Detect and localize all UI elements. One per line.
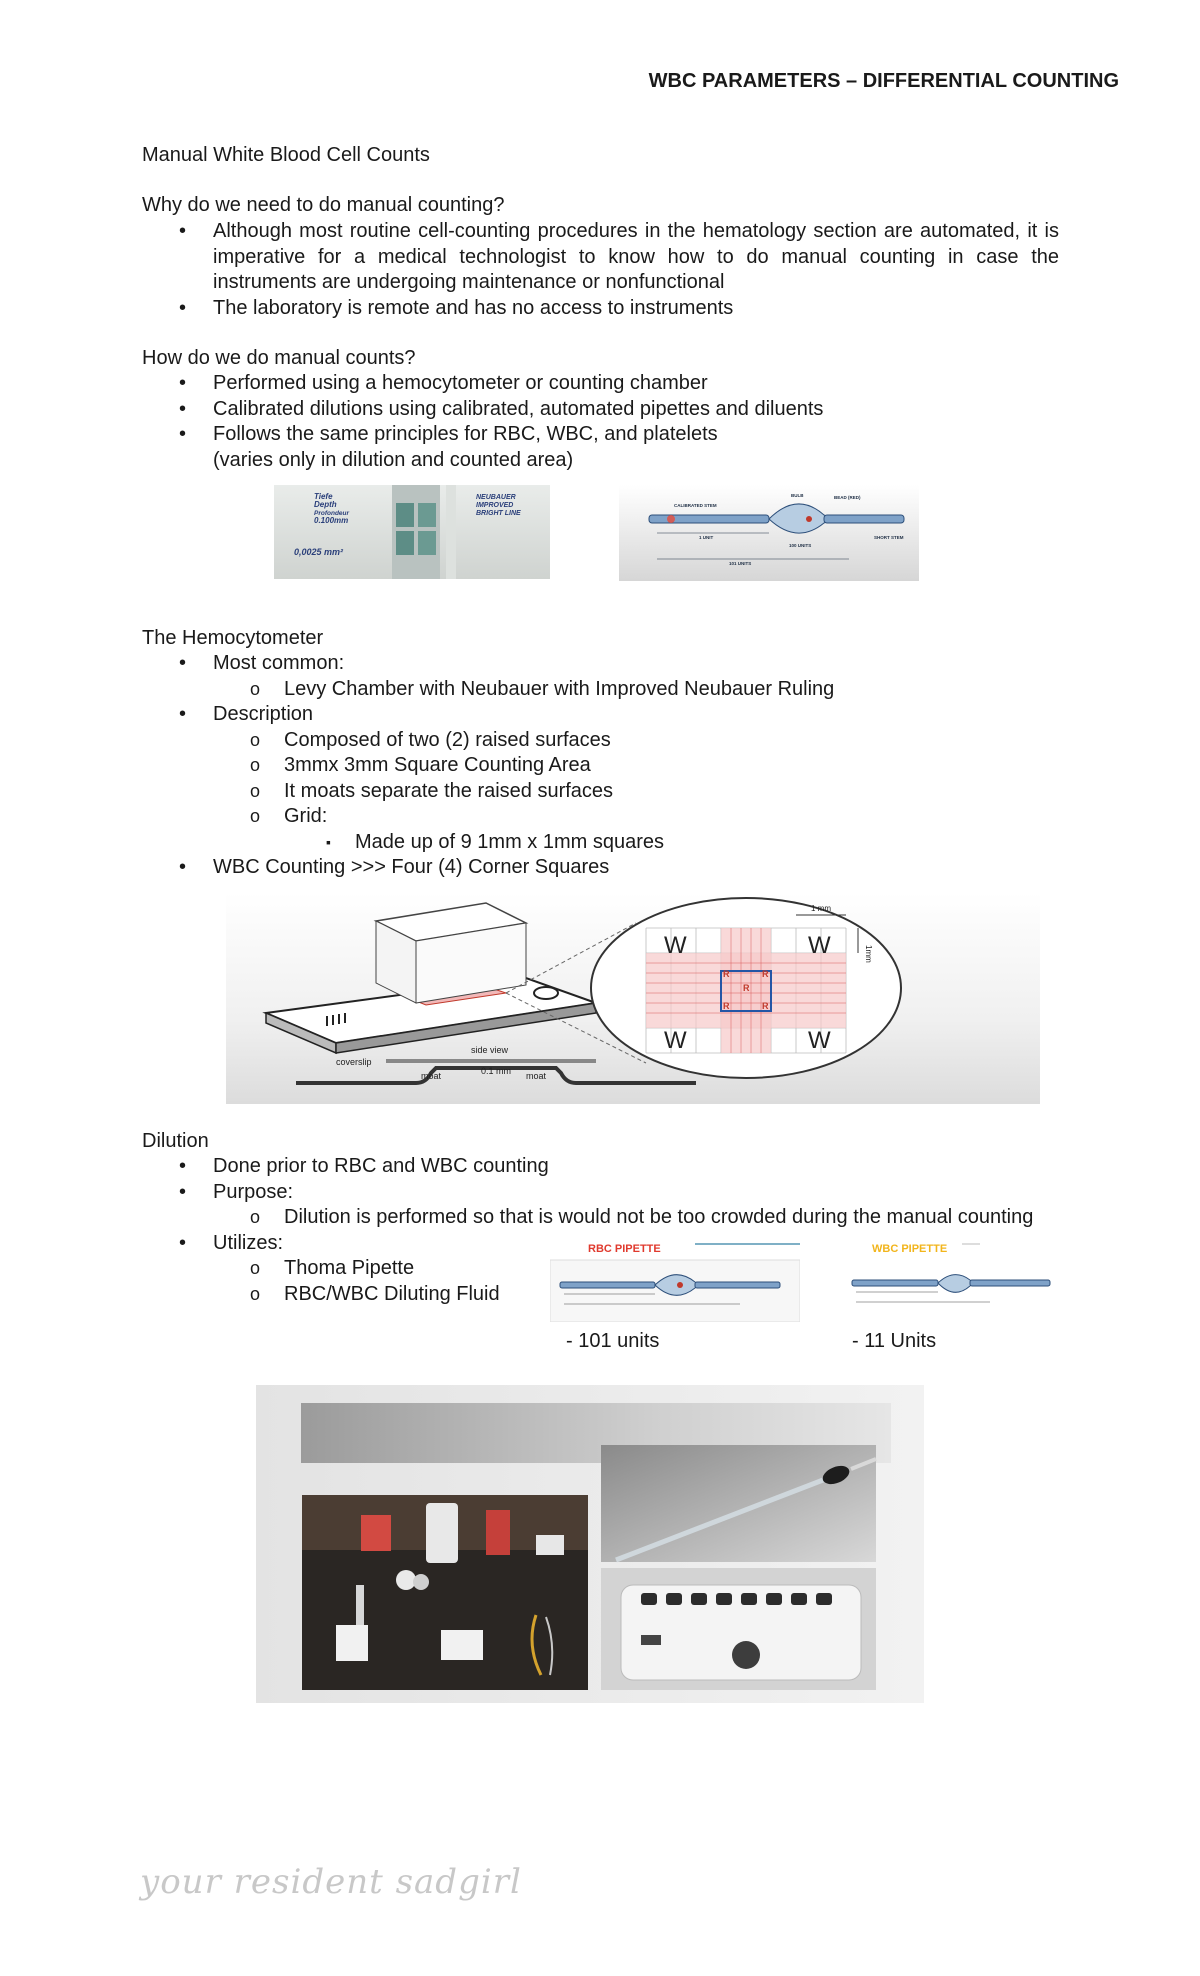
cell-counter-photo [601, 1568, 876, 1690]
why-question: Why do we need to do manual counting? [142, 194, 505, 216]
sub-sub-list-item: ▪ Made up of 9 1mm x 1mm squares [284, 830, 1059, 856]
sub-list-item: o RBC/WBC Diluting Fluid [213, 1282, 1059, 1308]
wbc-pipette-units: - 11 Units [852, 1330, 937, 1352]
list-item: • Done prior to RBC and WBC counting [142, 1154, 1059, 1180]
list-item-label: Utilizes: [213, 1231, 284, 1254]
list-item [142, 1180, 1059, 1231]
scale-label-vertical: 1mm [864, 945, 873, 963]
sub-list-item: o Levy Chamber with Neubauer with Improved Neubauer Ruling [213, 677, 1059, 703]
corner-square-w: W [808, 932, 831, 959]
slide-brand-label-2: IMPROVED [476, 502, 514, 509]
rbc-pipette-units: - 101 units [566, 1330, 660, 1352]
wbc-pipette-diagram [850, 1238, 1062, 1322]
rbc-square-r: R [762, 1001, 769, 1011]
list-item: • Calibrated dilutions using calibrated, automated pipettes and diluents [142, 397, 1059, 423]
slide-depth-label-1: Tiefe [314, 492, 333, 501]
section-heading-manual-wbc: Manual White Blood Cell Counts [142, 144, 430, 166]
sub-list-item: o 3mmx 3mm Square Counting Area [213, 753, 1059, 779]
rbc-square-r: R [762, 969, 769, 979]
pipette-label-bead: BEAD (RED) [834, 495, 861, 500]
moat-label-right: moat [526, 1071, 547, 1081]
manual-cell-counts-slide [256, 1385, 924, 1703]
side-view-label: side view [471, 1045, 509, 1055]
slide-depth-label-3: Profondeur [314, 510, 350, 517]
thoma-pipette-diagram [619, 485, 919, 581]
lab-bench-photo [302, 1495, 588, 1690]
hemocytometer-slide-photo [274, 485, 550, 579]
corner-square-w: W [808, 1027, 831, 1054]
list-item-continuation: (varies only in dilution and counted area) [213, 448, 574, 471]
depth-label: 0.1 mm [481, 1066, 512, 1076]
pipette-photo [601, 1445, 876, 1562]
section-heading-hemocytometer: The Hemocytometer [142, 627, 324, 649]
sub-list-item: o It moats separate the raised surfaces [213, 779, 1059, 805]
list-item-label: Purpose: [213, 1180, 294, 1203]
sub-list-item [213, 804, 1059, 855]
pipette-label-bulb: BULB [791, 493, 804, 498]
footer-signature: your resident sadgirl [140, 1862, 522, 1902]
rbc-square-r: R [723, 969, 730, 979]
moat-label-left: moat [421, 1071, 442, 1081]
wbc-pipette-title: WBC PIPETTE [872, 1243, 948, 1255]
list-item: • Follows the same principles for RBC, WBC, and platelets [142, 422, 1059, 448]
sub-list-item-label: Grid: [284, 805, 328, 827]
how-question: How do we do manual counts? [142, 347, 416, 369]
list-item: • Performed using a hemocytometer or counting chamber [142, 371, 1059, 397]
rbc-square-r: R [743, 983, 750, 993]
list-item: • Although most routine cell-counting procedures in the hematology section are automated, it is imperative for a medical technologist to know how to do manual counting in case the instruments are undergoing maintenance or nonfunctional [142, 219, 1059, 296]
scale-label-horizontal: 1 mm [811, 904, 831, 913]
page-title: WBC PARAMETERS – DIFFERENTIAL COUNTING [648, 70, 1119, 92]
slide-depth-label-2: Depth [314, 500, 337, 509]
rbc-pipette-diagram [550, 1238, 800, 1322]
slide-brand-label-1: NEUBAUER [476, 494, 516, 501]
corner-square-w: W [664, 932, 687, 959]
coverslip-label: coverslip [336, 1057, 372, 1067]
why-list [142, 219, 1059, 321]
pipette-label-calibrated-stem: CALIBRATED STEM [674, 503, 717, 508]
slide-depth-label-4: 0.100mm [314, 516, 349, 525]
list-item: • WBC Counting >>> Four (4) Corner Squares [142, 855, 1059, 881]
slide-area-label: 0,0025 mm² [294, 547, 344, 557]
pipette-label-units100: 100 UNITS [789, 543, 812, 548]
rbc-square-r: R [723, 1001, 730, 1011]
list-item-label: Most common: [213, 652, 345, 674]
list-item: • The laboratory is remote and has no access to instruments [142, 296, 1059, 322]
rbc-pipette-title: RBC PIPETTE [588, 1243, 661, 1255]
section-heading-dilution: Dilution [142, 1130, 209, 1152]
list-item [142, 651, 1059, 702]
list-item [142, 702, 1059, 855]
list-item-label: Description [213, 703, 314, 725]
hemocytometer-list [142, 651, 1059, 881]
counting-chamber-diagram [226, 893, 1040, 1104]
how-list [142, 371, 1059, 473]
slide-brand-label-3: BRIGHT LINE [476, 510, 521, 517]
sub-list-item: o Dilution is performed so that is would not be too crowded during the manual counting [213, 1205, 1059, 1231]
corner-square-w: W [664, 1027, 687, 1054]
sub-list-item: o Composed of two (2) raised surfaces [213, 728, 1059, 754]
pipette-label-unit1: 1 UNIT [699, 535, 714, 540]
sub-list-item: o Thoma Pipette [213, 1256, 1059, 1282]
pipette-label-short-stem: SHORT STEM [874, 535, 904, 540]
pipette-label-units101: 101 UNITS [729, 561, 752, 566]
